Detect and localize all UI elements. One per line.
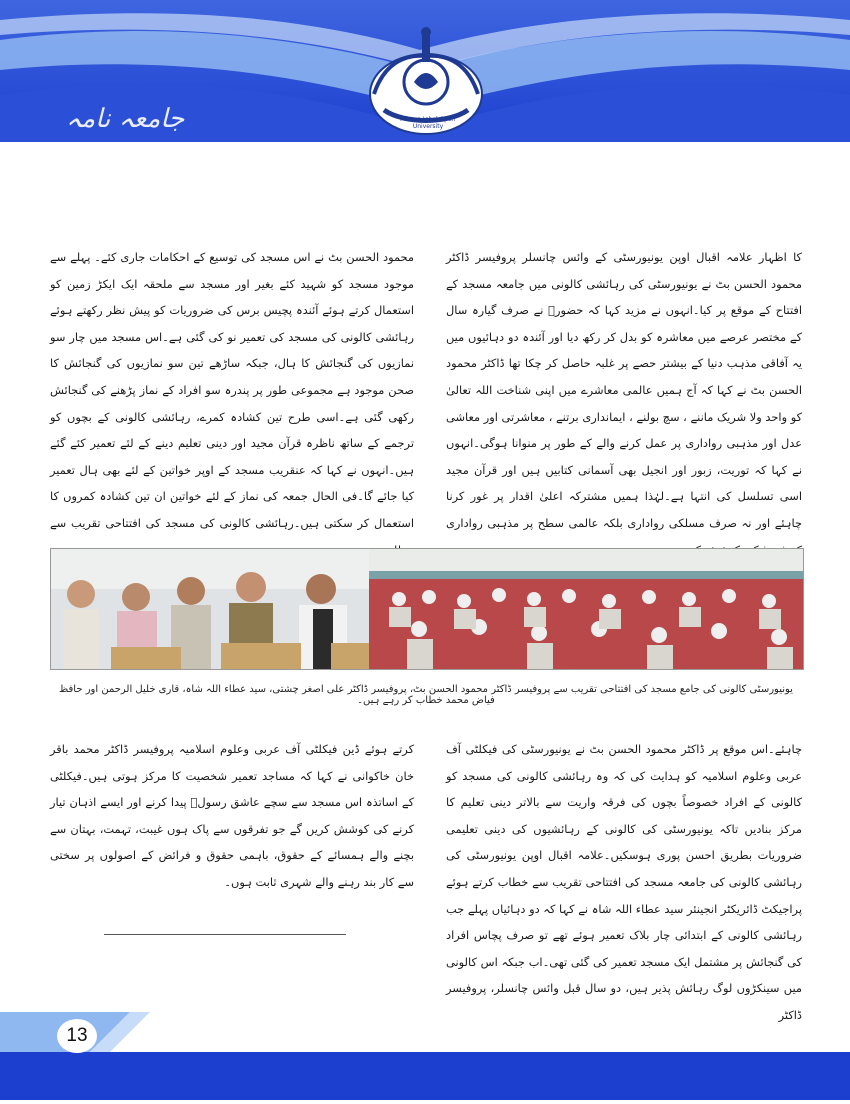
university-crest-text: Allama Iqbal Open University	[400, 116, 456, 130]
paragraph: کا اظہار علامہ اقبال اوپن یونیورسٹی کے وائس چانسلر پروفیسر ڈاکٹر محمود الحسن بٹ نے یونیورسٹی کی رہائشی کالونی میں جامعہ مسجد کے افتتاح کے موقع پر کیا۔انہوں نے مزید کہا کہ حضورؐ نے صرف گیارہ سال کے مختصر عرصے میں معاشرہ کو بدل کر رکھ دیا اور آئندہ دو دہائیوں میں یہ آفاقی مذہب دنیا کے بیشتر حصے پر غلبہ حاصل کر چکا تھا ڈاکٹر محمود الحسن بٹ نے کہا کہ آج ہمیں عالمی معاشرے میں اپنی شناخت اللہ تعالیٰ کو واحد ولا شریک ماننے ، سچ بولنے ، ایمانداری برتنے ، معاشرتی اور معاشی عدل اور مذہبی رواداری پر عمل کرنے والے کے طور پر منوانا ہوگی۔انہوں نے کہا کہ توریت، زبور اور انجیل بھی آسمانی کتابیں ہیں اور قرآن مجید اسی تسلسل کی انتہا ہے۔لہٰذا ہمیں مشترکہ اعلیٰ اقدار پر غور کرنا چاہئے اور نہ صرف مسلکی رواداری بلکہ عالمی سطح پر مذہبی رواداری	[446, 250, 802, 530]
page-number: 13	[57, 1019, 97, 1053]
page-footer	[0, 1012, 850, 1100]
paragraph: چاہئے۔اس موقع پر ڈاکٹر محمود الحسن بٹ نے یونیورسٹی کی فیکلٹی آف عربی وعلوم اسلامیہ کو ہدایت کی کہ وہ رہائشی کالونی کی مسجد کو کالونی کے افراد خصوصاً بچوں کی فرقہ واریت سے بالاتر دینی تعلیم کا مرکز بنادیں تاکہ یونیورسٹی کی کالونی کے رہائشیوں کی دینی تعلیمی ضروریات بطریق احسن پوری ہوسکیں۔علامہ اقبال اوپن یونیورسٹی کی رہائشی کالونی کی جامعہ مسجد کی افتتاحی تقریب سے خطاب کرتے ہوئے پراجیکٹ ڈائریکٹر انجینئر سید عطاء اللہ شاہ نے کہا کہ دو دہائیاں پہلے جب رہائشی کالونی کے ابتدائی چار بلاک تعمیر ہوئے تھے تو صرف پچاس افراد کی گنجائش پر مشتمل ایک مسجد تعمیر کی گئی تھی۔اب جبکہ اس کالونی میں سینکڑوں لوگ رہائش پذیر ہیں، دو سال قبل وائس چانسلر، پروفیسر ڈاکٹر	[446, 742, 802, 1022]
end-divider	[104, 934, 346, 935]
speakers-photo	[51, 549, 369, 669]
magazine-masthead: جامعہ نامہ	[66, 104, 185, 134]
paragraph: محمود الحسن بٹ نے اس مسجد کی توسیع کے احکامات جاری کئے۔ پہلے سے موجود مسجد کو شہید کئے بغیر اور مسجد سے ملحقہ ایک ایکڑ زمین کو استعمال کرتے ہوئے آئندہ پچیس برس کی ضروریات کو پیش نظر رکھتے ہوئے رہائشی کالونی کی مسجد کی تعمیر نو کی گئی ہے۔اس مسجد میں چار سو نمازیوں کی گنجائش کا ہال، جبکہ ساڑھے تین سو نمازیوں کی گنجائش کا صحن موجود ہے مجموعی طور پر پندرہ سو افراد کے نماز پڑھنے کی گنجائش رکھی گئی ہے۔اسی طرح تین کشادہ کمرے، رہائشی کالونی کے بچوں کو ترجمے کے ساتھ ناظرہ قرآن مجید اور دینی تعلیم دینے کے لئے تعمیر کئے گئے ہیں۔انہوں نے کہا کہ عنقریب مسجد کے اوپر خواتین کے لئے بھی ہال تعمیر کیا جائے گا۔فی الحال جمعہ کی نماز کے لئے خواتین ان تین کشادہ کمروں کا استعمال کر سکتی ہیں۔رہائشی کالونی کی مسجد کی افتتاحی تقریب سے	[50, 250, 414, 530]
article-column-bottom-right	[446, 736, 802, 1029]
article-column-bottom-left	[50, 736, 414, 896]
paragraph: کرتے ہوئے ڈین فیکلٹی آف عربی وعلوم اسلامیہ پروفیسر ڈاکٹر محمد باقر خان خاکوانی نے کہا کہ مساجد تعمیر شخصیت کا مرکز ہوتی ہیں۔فیکلٹی کے اساتذہ اس مسجد سے سچے عاشق رسولؐ پیدا کرنے اور ایسے اذہان تیار کرنے کی کوشش کریں گے جو تفرقوں سے پاک ہوں غیبت، تہمت، بہتان سے بچنے والے ہمسائے کے حقوق، باہمی حقوق و فرائض کے اصولوں پر سختی سے کار بند رہنے والے شہری ثابت ہوں۔	[50, 742, 414, 889]
event-photo-strip	[50, 548, 804, 670]
page-header	[0, 0, 850, 142]
congregation-photo	[369, 549, 803, 669]
article-column-top-left	[50, 244, 414, 563]
article-column-top-right	[446, 244, 802, 563]
photo-caption: یونیورسٹی کالونی کی جامع مسجد کی افتتاحی تقریب سے پروفیسر ڈاکٹر محمود الحسن بٹ، پروفیسر ڈاکٹر علی اصغر چشتی، سید عطاء اللہ شاہ، قاری خلیل الرحمن اور حافظ فیاض محمد خطاب کر رہے ہیں۔	[59, 684, 793, 706]
